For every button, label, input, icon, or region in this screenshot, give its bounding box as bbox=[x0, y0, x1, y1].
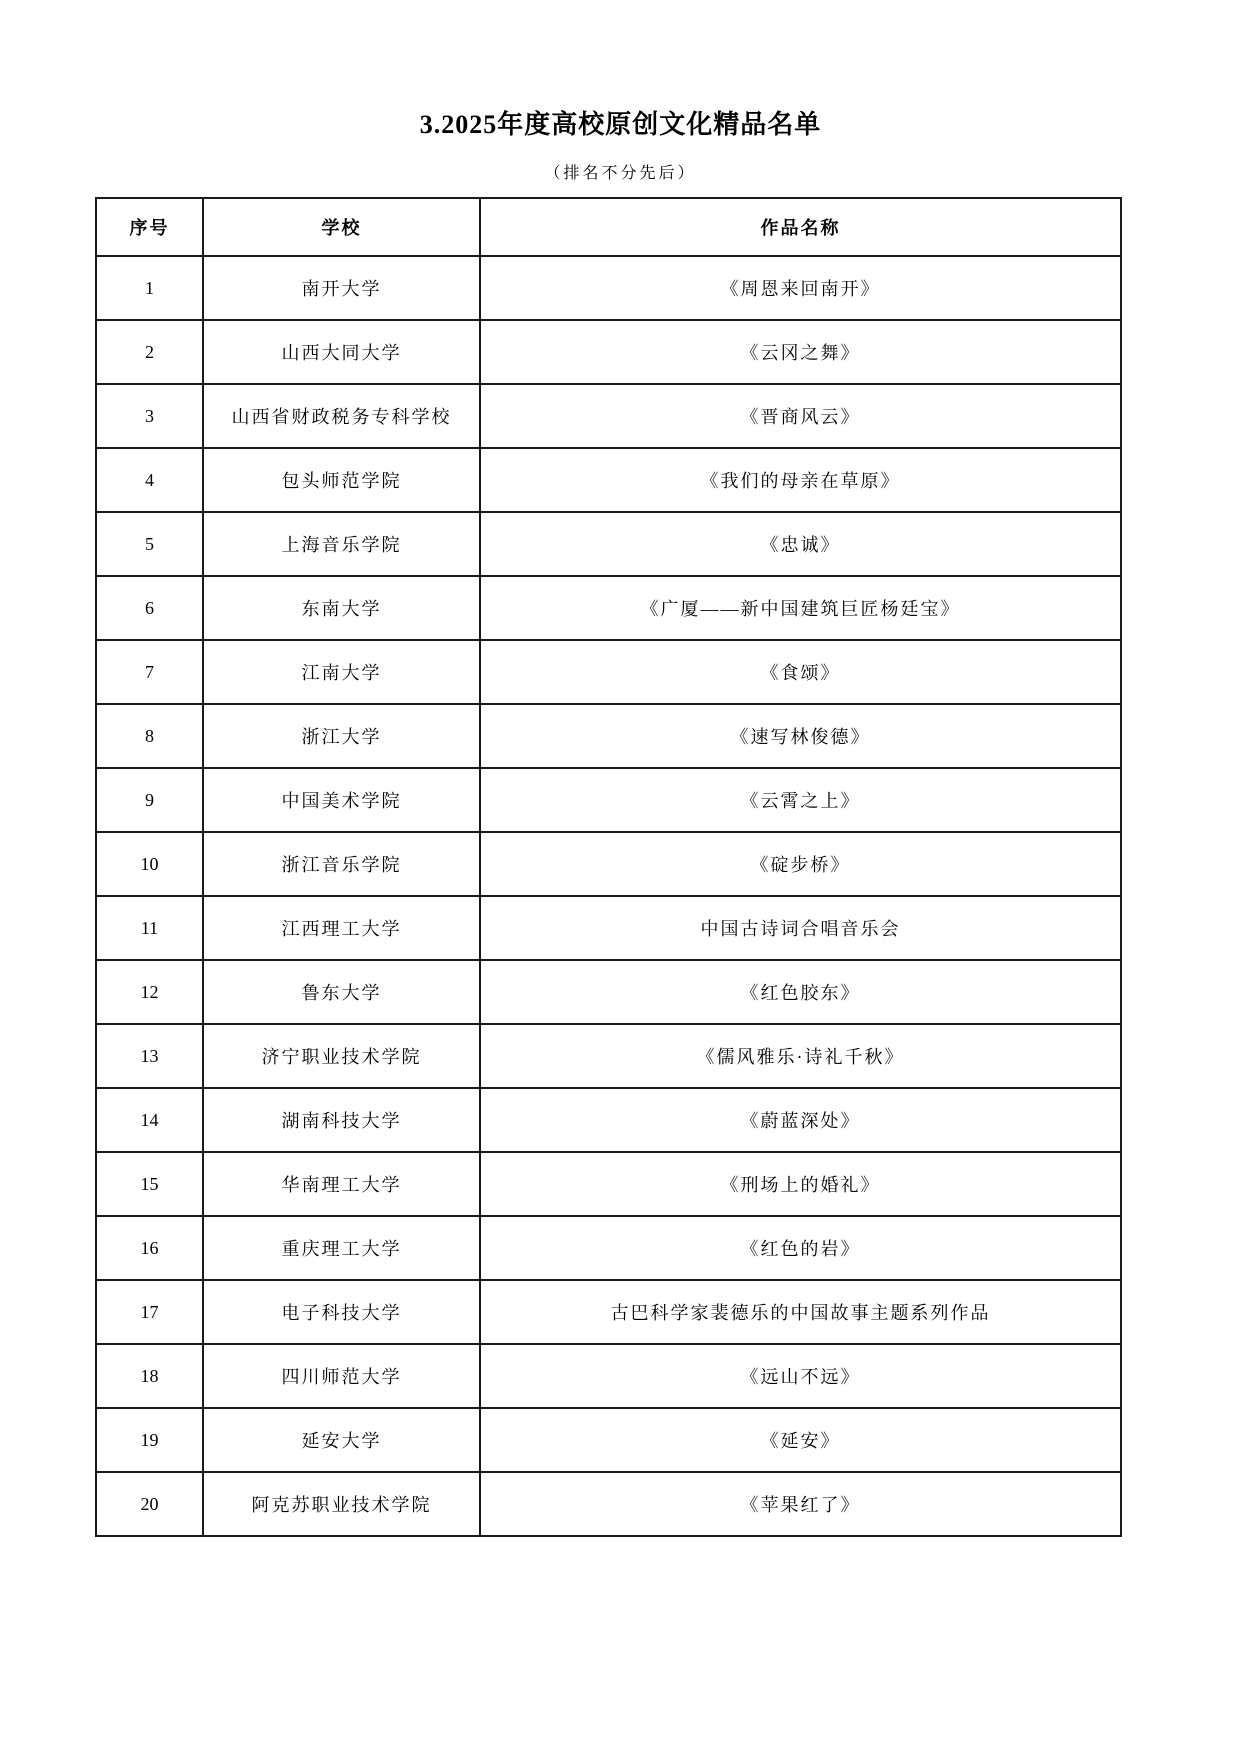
table-row bbox=[96, 1152, 1121, 1216]
work-title-cell: 《蔚蓝深处》 bbox=[480, 1088, 1121, 1152]
table-row bbox=[96, 320, 1121, 384]
table-row bbox=[96, 768, 1121, 832]
work-title-cell: 《周恩来回南开》 bbox=[480, 256, 1121, 320]
works-table bbox=[95, 197, 1122, 1537]
work-title-cell: 《晋商风云》 bbox=[480, 384, 1121, 448]
work-title-cell: 《碇步桥》 bbox=[480, 832, 1121, 896]
school-cell: 华南理工大学 bbox=[203, 1152, 480, 1216]
row-index-cell: 5 bbox=[96, 512, 203, 576]
row-index-cell: 6 bbox=[96, 576, 203, 640]
school-cell: 浙江音乐学院 bbox=[203, 832, 480, 896]
table-row bbox=[96, 1088, 1121, 1152]
school-cell: 电子科技大学 bbox=[203, 1280, 480, 1344]
work-title-cell: 《苹果红了》 bbox=[480, 1472, 1121, 1536]
school-cell: 山西省财政税务专科学校 bbox=[203, 384, 480, 448]
document-subtitle: （排名不分先后） bbox=[544, 165, 697, 182]
school-cell: 南开大学 bbox=[203, 256, 480, 320]
table-row bbox=[96, 1024, 1121, 1088]
work-title-cell: 《速写林俊德》 bbox=[480, 704, 1121, 768]
school-cell: 湖南科技大学 bbox=[203, 1088, 480, 1152]
school-cell: 上海音乐学院 bbox=[203, 512, 480, 576]
school-cell: 东南大学 bbox=[203, 576, 480, 640]
row-index-cell: 18 bbox=[96, 1344, 203, 1408]
table-header-row bbox=[96, 198, 1121, 256]
row-index-cell: 16 bbox=[96, 1216, 203, 1280]
school-cell: 包头师范学院 bbox=[203, 448, 480, 512]
table-row bbox=[96, 256, 1121, 320]
table-row bbox=[96, 512, 1121, 576]
row-index-cell: 12 bbox=[96, 960, 203, 1024]
table-row bbox=[96, 1216, 1121, 1280]
school-cell: 四川师范大学 bbox=[203, 1344, 480, 1408]
work-title-cell: 《云霄之上》 bbox=[480, 768, 1121, 832]
row-index-cell: 10 bbox=[96, 832, 203, 896]
school-cell: 浙江大学 bbox=[203, 704, 480, 768]
row-index-cell: 7 bbox=[96, 640, 203, 704]
row-index-cell: 1 bbox=[96, 256, 203, 320]
school-cell: 江西理工大学 bbox=[203, 896, 480, 960]
school-cell: 山西大同大学 bbox=[203, 320, 480, 384]
work-title-cell: 《远山不远》 bbox=[480, 1344, 1121, 1408]
work-title-cell: 《食颂》 bbox=[480, 640, 1121, 704]
table-row bbox=[96, 640, 1121, 704]
school-cell: 济宁职业技术学院 bbox=[203, 1024, 480, 1088]
work-title-cell: 《延安》 bbox=[480, 1408, 1121, 1472]
school-cell: 延安大学 bbox=[203, 1408, 480, 1472]
row-index-cell: 14 bbox=[96, 1088, 203, 1152]
row-index-cell: 17 bbox=[96, 1280, 203, 1344]
table-row bbox=[96, 704, 1121, 768]
school-cell: 阿克苏职业技术学院 bbox=[203, 1472, 480, 1536]
row-index-cell: 4 bbox=[96, 448, 203, 512]
table-row bbox=[96, 448, 1121, 512]
table-row bbox=[96, 384, 1121, 448]
school-cell: 重庆理工大学 bbox=[203, 1216, 480, 1280]
column-header-school: 学校 bbox=[203, 198, 480, 256]
table-row bbox=[96, 896, 1121, 960]
work-title-cell: 中国古诗词合唱音乐会 bbox=[480, 896, 1121, 960]
work-title-cell: 《儒风雅乐·诗礼千秋》 bbox=[480, 1024, 1121, 1088]
table-row bbox=[96, 1344, 1121, 1408]
row-index-cell: 9 bbox=[96, 768, 203, 832]
work-title-cell: 《我们的母亲在草原》 bbox=[480, 448, 1121, 512]
table-row bbox=[96, 960, 1121, 1024]
row-index-cell: 8 bbox=[96, 704, 203, 768]
school-cell: 鲁东大学 bbox=[203, 960, 480, 1024]
row-index-cell: 20 bbox=[96, 1472, 203, 1536]
row-index-cell: 3 bbox=[96, 384, 203, 448]
table-row bbox=[96, 1472, 1121, 1536]
work-title-cell: 《云冈之舞》 bbox=[480, 320, 1121, 384]
school-cell: 江南大学 bbox=[203, 640, 480, 704]
table-row bbox=[96, 1280, 1121, 1344]
school-cell: 中国美术学院 bbox=[203, 768, 480, 832]
row-index-cell: 11 bbox=[96, 896, 203, 960]
work-title-cell: 《刑场上的婚礼》 bbox=[480, 1152, 1121, 1216]
table-row bbox=[96, 832, 1121, 896]
row-index-cell: 19 bbox=[96, 1408, 203, 1472]
work-title-cell: 古巴科学家裴德乐的中国故事主题系列作品 bbox=[480, 1280, 1121, 1344]
document-title: 3.2025年度高校原创文化精品名单 bbox=[419, 110, 822, 139]
row-index-cell: 2 bbox=[96, 320, 203, 384]
table-row bbox=[96, 576, 1121, 640]
work-title-cell: 《忠诚》 bbox=[480, 512, 1121, 576]
column-header-index: 序号 bbox=[96, 198, 203, 256]
work-title-cell: 《广厦——新中国建筑巨匠杨廷宝》 bbox=[480, 576, 1121, 640]
work-title-cell: 《红色胶东》 bbox=[480, 960, 1121, 1024]
row-index-cell: 15 bbox=[96, 1152, 203, 1216]
work-title-cell: 《红色的岩》 bbox=[480, 1216, 1121, 1280]
table-row bbox=[96, 1408, 1121, 1472]
row-index-cell: 13 bbox=[96, 1024, 203, 1088]
column-header-work-title: 作品名称 bbox=[480, 198, 1121, 256]
